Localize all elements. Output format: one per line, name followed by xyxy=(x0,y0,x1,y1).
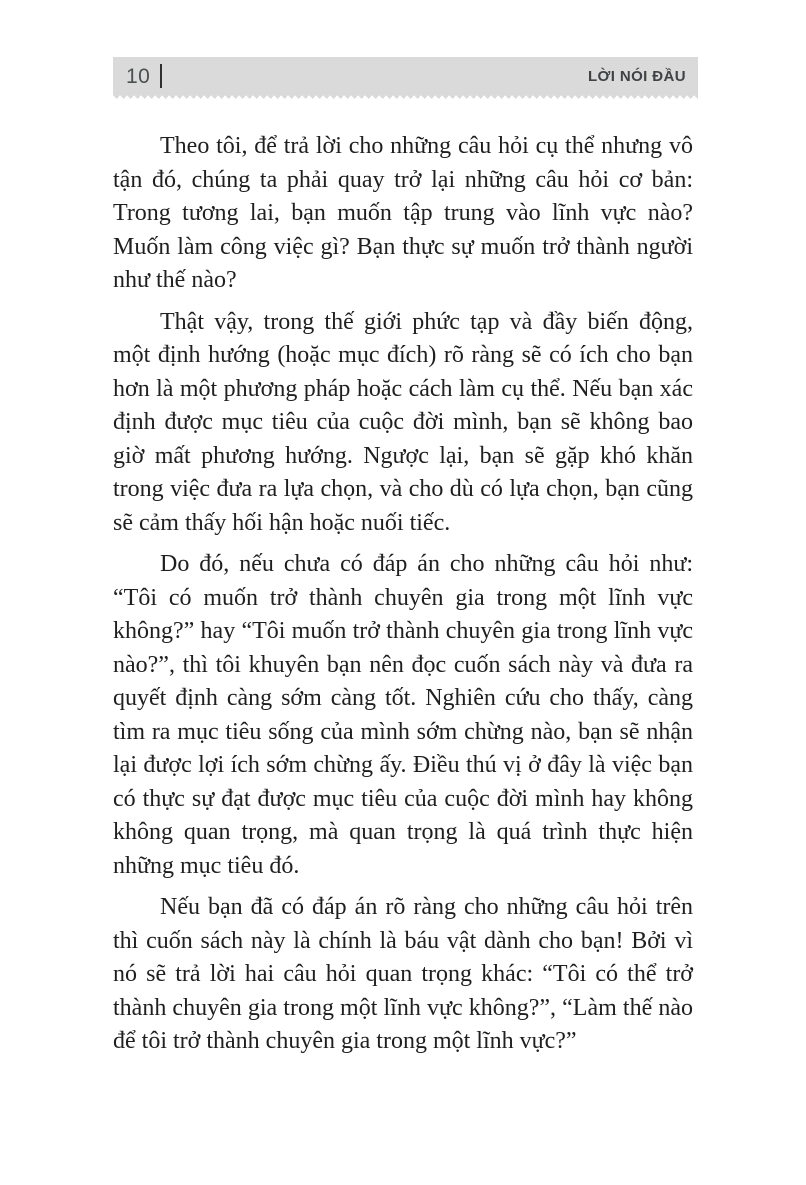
running-title: LỜI NÓI ĐẦU xyxy=(587,67,686,85)
header-divider xyxy=(160,64,162,88)
page-number: 10 xyxy=(126,64,151,88)
paragraph: Theo tôi, để trả lời cho những câu hỏi cụ thể nhưng vô tận đó, chúng ta phải quay trở lại những câu hỏi cơ bản: Trong tương lai, bạn muốn tập trung vào lĩnh vực nào? Muốn làm công việc gì? Bạn thực sự muốn trở thành người như thế nào? xyxy=(113,133,693,293)
paragraph: Do đó, nếu chưa có đáp án cho những câu hỏi như: “Tôi có muốn trở thành chuyên gia trong một lĩnh vực không?” hay “Tôi muốn trở thành chuyên gia trong lĩnh vực nào?”, thì tôi khuyên bạn nên đọc cuốn sách này và đưa ra quyết định càng sớm càng tốt. Nghiên cứu cho thấy, càng tìm ra mục tiêu sống của mình sớm chừng nào, bạn sẽ nhận lại được lợi ích sớm chừng ấy. Điều thú vị ở đây là việc bạn có thực sự đạt được mục tiêu của cuộc đời mình hay không không quan trọng, mà quan trọng là quá trình thực hiện những mục tiêu đó. xyxy=(113,551,693,879)
page-header xyxy=(113,57,698,95)
paragraph: Nếu bạn đã có đáp án rõ ràng cho những câu hỏi trên thì cuốn sách này là chính là báu vật dành cho bạn! Bởi vì nó sẽ trả lời hai câu hỏi quan trọng khác: “Tôi có thể trở thành chuyên gia trong một lĩnh vực không?”, “Làm thế nào để tôi trở thành chuyên gia trong một lĩnh vực?” xyxy=(113,894,693,1054)
body-text xyxy=(113,130,693,1067)
paragraph: Thật vậy, trong thế giới phức tạp và đầy biến động, một định hướng (hoặc mục đích) rõ ràng sẽ có ích cho bạn hơn là một phương pháp hoặc cách làm cụ thể. Nếu bạn xác định được mục tiêu của cuộc đời mình, bạn sẽ không bao giờ mất phương hướng. Ngược lại, bạn sẽ gặp khó khăn trong việc đưa ra lựa chọn, và cho dù có lựa chọn, bạn cũng sẽ cảm thấy hối hận hoặc nuối tiếc. xyxy=(113,308,693,536)
